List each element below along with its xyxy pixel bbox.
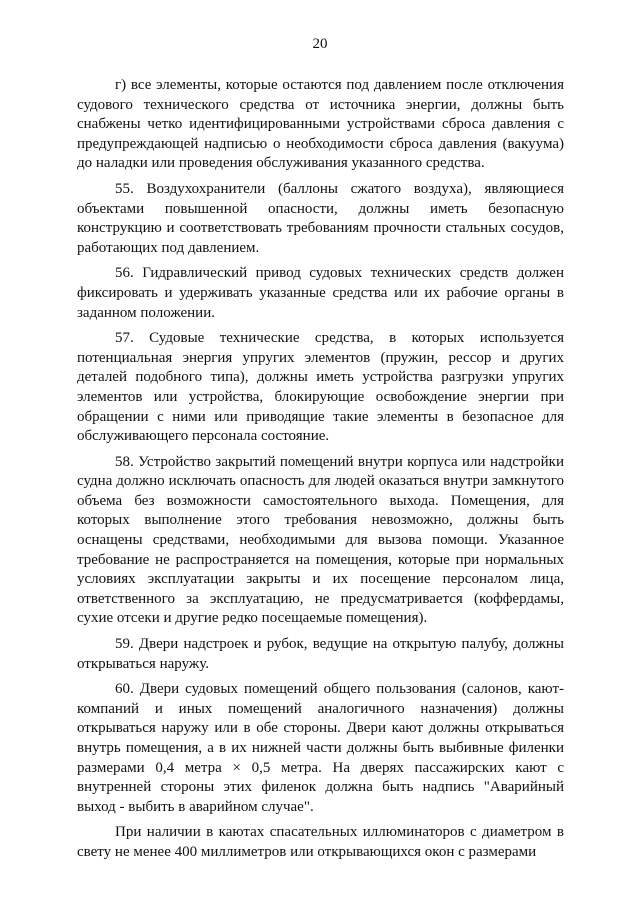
- paragraph-57: 57. Судовые технические средства, в которых используется потенциальная энергия упругих элементов (пружин, рессор и других деталей подобного типа), должны иметь устройства разгрузки упругих элементов или устройства, блокирующие освобождение энергии при обращении с ними или приводящие такие элементы в безопасное для обслуживающего персонала состояние.: [77, 330, 564, 445]
- document-body: [77, 76, 564, 869]
- paragraph-continuation: При наличии в каютах спасательных иллюминаторов с диаметром в свету не менее 400 миллиметров или открывающихся окон с размерами: [77, 824, 564, 860]
- paragraph-58: 58. Устройство закрытий помещений внутри корпуса или надстройки судна должно исключать опасность для людей оказаться внутри замкнутого объема без возможности самостоятельного выхода. Помещения, для которых выполнение этого требования невозможно, должны быть оснащены средствами, необходимыми для вызова помощи. Указанное требование не распространяется на помещения, которые при нормальных условиях эксплуатации закрыты и их посещение персоналом лица, ответственного за эксплуатацию, не предусматривается (коффердамы, сухие отсеки и другие редко посещаемые помещения).: [77, 453, 564, 627]
- paragraph-56: 56. Гидравлический привод судовых технических средств должен фиксировать и удерживать указанные средства или их рабочие органы в заданном положении.: [77, 265, 564, 321]
- page-number: 20: [312, 36, 328, 52]
- paragraph-59: 59. Двери надстроек и рубок, ведущие на открытую палубу, должны открываться наружу.: [77, 636, 564, 672]
- paragraph-60: 60. Двери судовых помещений общего пользования (салонов, кают-компаний и иных помещений аналогичного назначения) должны открываться наружу или в обе стороны. Двери кают должны открываться внутрь помещения, а в их нижней части должны быть выбивные филенки размерами 0,4 метра × 0,5 метра. На дверях пассажирских кают с внутренней стороны этих филенок должна быть надпись "Аварийный выход - выбить в аварийном случае".: [77, 681, 564, 815]
- paragraph-55: 55. Воздухохранители (баллоны сжатого воздуха), являющиеся объектами повышенной опасности, должны иметь безопасную конструкцию и соответствовать требованиям прочности стальных сосудов, работающих под давлением.: [77, 180, 564, 256]
- paragraph-item-g: г) все элементы, которые остаются под давлением после отключения судового технического средства от источника энергии, должны быть снабжены четко идентифицированными устройствами сброса давления с предупреждающей надписью о необходимости сброса давления (вакуума) до наладки или проведения обслуживания указанного средства.: [77, 77, 564, 172]
